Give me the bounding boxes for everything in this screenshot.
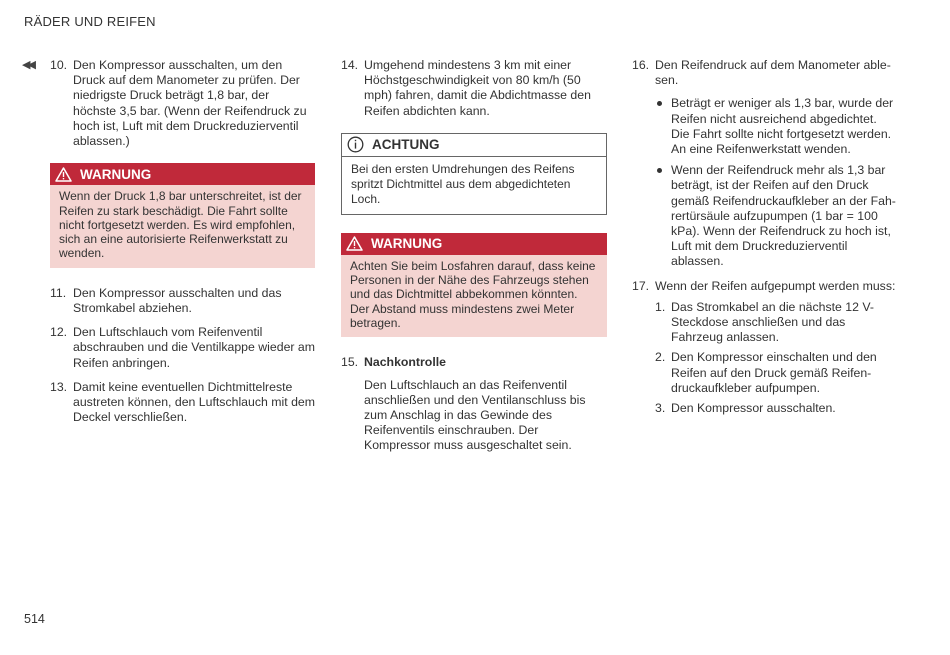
bullet-dot-icon: [657, 101, 662, 106]
step-text: Damit keine eventuellen Dichtmittelreste austreten können, den Luftschlauch mit dem Deckel verschließen.: [73, 379, 315, 425]
substep-text: Den Kompressor ausschalten.: [671, 401, 836, 416]
step-number: 16.: [632, 58, 650, 72]
caution-box: [341, 133, 607, 215]
substep-number: 3.: [655, 401, 666, 416]
list-item: [655, 300, 897, 346]
info-circle-icon: [347, 136, 364, 153]
step-text: Den Kompressor ausschalten und das Stromkabel abziehen.: [73, 285, 282, 315]
step-16: [632, 58, 897, 270]
warning-box: [341, 233, 607, 337]
step-11: [50, 286, 315, 316]
bullet-text: Wenn der Reifendruck mehr als 1,3 bar beträgt, ist der Reifen auf den Druck gemäß Reifendruckaufkleber an der Fahrertürsäule aufzupumpen (1 bar = 100 kPa). Wenn der Reifendruck zu hoch ist, Luft mit dem Druckreduzierventil ablassen.: [671, 163, 896, 269]
substep-text: Den Kompressor einschalten und den Reifen auf den Druck gemäß Reifendruckaufkleber aufpumpen.: [671, 350, 877, 395]
step-text: Den Kompressor ausschalten, um den Druck auf dem Manometer zu prüfen. Der niedrigste Druck beträgt 1,8 bar, der höchste 3,5 bar. (Wenn der Reifendruck zu hoch ist, Luft mit dem Druckreduzierventil ablassen.): [73, 58, 307, 149]
step-13: [50, 380, 315, 426]
warning-title: WARNUNG: [371, 236, 443, 252]
list-item: [655, 401, 897, 416]
warning-title: WARNUNG: [80, 166, 152, 182]
step-number: 14.: [341, 58, 359, 72]
caution-title: ACHTUNG: [372, 137, 440, 153]
list-item: [655, 163, 897, 269]
step-15: [341, 355, 607, 453]
warning-header: [341, 233, 607, 255]
step-number: 10.: [50, 58, 68, 72]
step-number: 12.: [50, 325, 68, 340]
step-text: Umgehend mindestens 3 km mit einer Höchstgeschwindigkeit von 80 km/h (50 mph) fahren, damit die Abdichtmasse den Reifen abdichten kann.: [364, 58, 591, 118]
bullet-text: Beträgt er weniger als 1,3 bar, wurde der Reifen nicht ausreichend abgedichtet. Die Fahrt sollte nicht fortgesetzt werden. An eine Reifenwerkstatt wenden.: [671, 96, 894, 157]
page-number: 514: [24, 612, 45, 626]
step-text: Den Luftschlauch vom Reifenventil abschrauben und die Ventilkappe wieder am Reifen anbringen.: [73, 325, 316, 370]
column-left: [50, 58, 315, 434]
warning-header: [50, 163, 315, 185]
step-17: [632, 279, 897, 417]
page-header-title: RÄDER UND REIFEN: [24, 14, 156, 29]
warning-box: [50, 163, 315, 267]
step-text: Wenn der Reifen aufgepumpt werden muss:: [655, 278, 896, 293]
list-item: [655, 96, 897, 157]
double-chevron-left-icon[interactable]: ◀◀: [22, 59, 33, 71]
step-number: 13.: [50, 379, 68, 394]
bullet-list: [655, 96, 897, 269]
step-number: 11.: [50, 285, 67, 300]
warning-triangle-icon: [55, 167, 72, 182]
step-14: [341, 58, 607, 119]
step-12: [50, 325, 315, 371]
step-text: Den Reifendruck auf dem Manometer ablesen.: [655, 58, 891, 88]
step-number: 17.: [632, 278, 650, 293]
caution-header: [342, 134, 606, 157]
caution-text: Bei den ersten Umdrehungen des Reifens spritzt Dichtmittel aus dem abgedichteten Loch.: [351, 161, 575, 206]
column-middle: [341, 58, 607, 463]
warning-triangle-icon: [346, 236, 363, 251]
step-text: Den Luftschlauch an das Reifenventil anschließen und den Ventilanschluss bis zum Anschlag in das Gewinde des Reifenventils einschrauben. Der Kompressor muss ausgeschaltet sein.: [364, 377, 586, 453]
warning-text: Achten Sie beim Losfahren darauf, dass keine Personen in der Nähe des Fahrzeugs stehen und das Dichtmittel abbekommen könnten. Der Abstand muss mindestens zwei Meter betragen.: [350, 258, 596, 330]
list-item: [655, 350, 897, 396]
substep-list: [655, 300, 897, 416]
column-right: [632, 58, 897, 425]
step-title: Nachkontrolle: [364, 355, 446, 370]
substep-number: 1.: [655, 299, 666, 314]
warning-text: Wenn der Druck 1,8 bar unterschreitet, ist der Reifen zu stark beschädigt. Die Fahrt sollte nicht fortgesetzt werden. Es wird empfohlen, sich an eine autorisierte Reifenwerkstatt zu wenden.: [59, 189, 302, 261]
step-number: 15.: [341, 355, 359, 370]
substep-text: Das Stromkabel an die nächste 12 V-Steckdose anschließen und das Fahrzeug anlassen.: [671, 299, 875, 345]
bullet-dot-icon: [657, 168, 662, 173]
substep-number: 2.: [655, 350, 666, 365]
step-10: [50, 58, 315, 149]
